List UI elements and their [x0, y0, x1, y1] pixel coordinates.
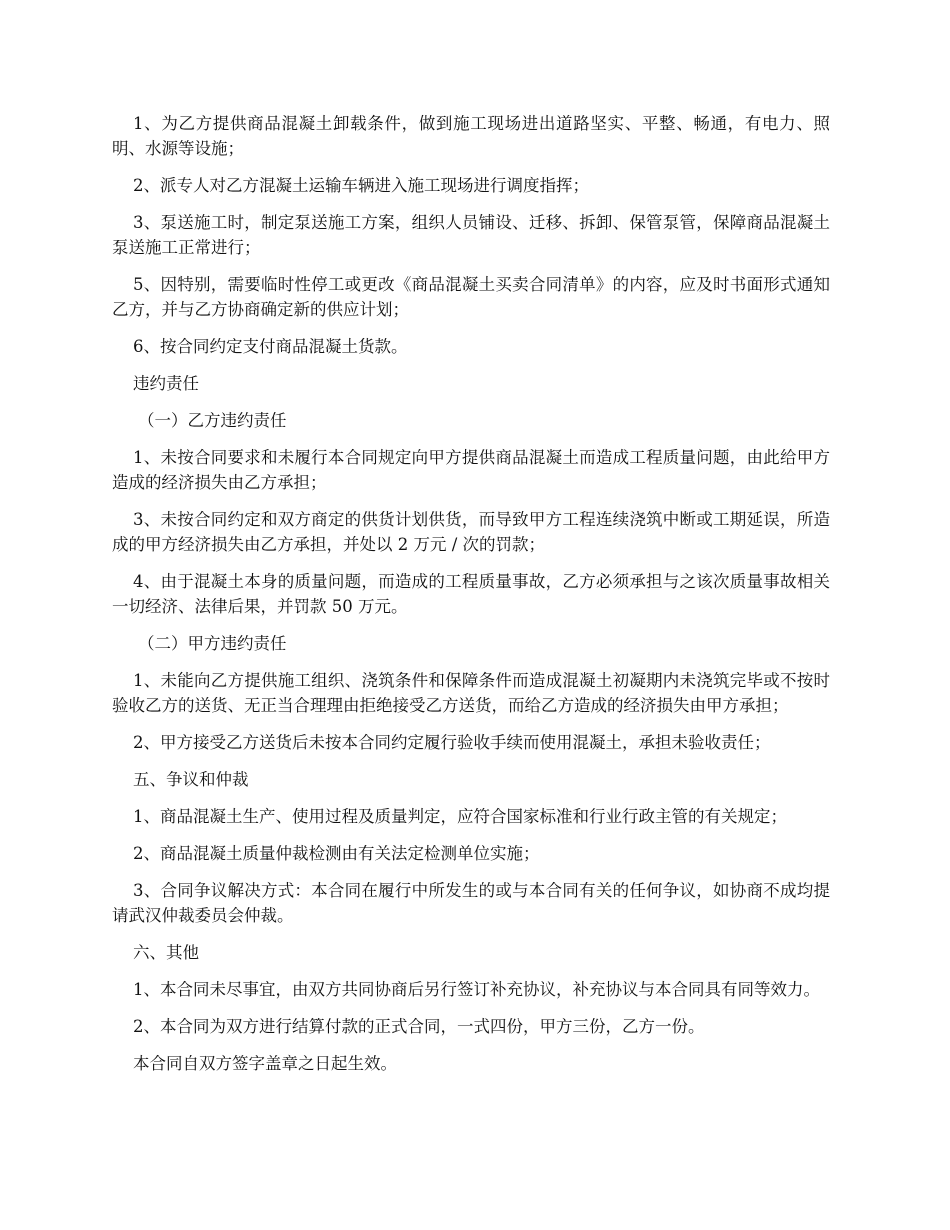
clause-paragraph: 1、本合同未尽事宜，由双方共同协商后另行签订补充协议，补充协议与本合同具有同等效力。	[133, 980, 820, 999]
document-body	[112, 111, 830, 1088]
clause-paragraph: 1、未能向乙方提供施工组织、浇筑条件和保障条件而造成混凝土初凝期内未浇筑完毕或不按时验收乙方的送货、无正当合理理由拒绝接受乙方送货，而给乙方造成的经济损失由甲方承担；	[112, 671, 830, 715]
closing-statement: 本合同自双方签字盖章之日起生效。	[133, 1054, 397, 1073]
clause-paragraph: 2、甲方接受乙方送货后未按本合同约定履行验收手续而使用混凝土，承担未验收责任；	[133, 733, 771, 752]
clause-paragraph: 1、未按合同要求和未履行本合同规定向甲方提供商品混凝土而造成工程质量问题，由此给甲方造成的经济损失由乙方承担；	[112, 448, 830, 492]
section-heading: 六、其他	[133, 943, 199, 962]
clause-paragraph: 6、按合同约定支付商品混凝土货款。	[133, 337, 408, 356]
section-heading: 违约责任	[133, 374, 199, 393]
clause-paragraph: 5、因特别，需要临时性停工或更改《商品混凝土买卖合同清单》的内容，应及时书面形式通知乙方，并与乙方协商确定新的供应计划；	[112, 275, 830, 319]
clause-paragraph: 3、泵送施工时，制定泵送施工方案，组织人员铺设、迁移、拆卸、保管泵管，保障商品混凝土泵送施工正常进行；	[112, 213, 830, 257]
clause-paragraph: 3、合同争议解决方式：本合同在履行中所发生的或与本合同有关的任何争议，如协商不成均提请武汉仲裁委员会仲裁。	[112, 881, 830, 925]
clause-paragraph: 2、本合同为双方进行结算付款的正式合同，一式四份，甲方三份，乙方一份。	[133, 1017, 705, 1036]
section-heading: 五、争议和仲裁	[133, 770, 249, 789]
clause-paragraph: 1、商品混凝土生产、使用过程及质量判定，应符合国家标准和行业行政主管的有关规定；	[133, 807, 787, 826]
subsection-heading: （一）乙方违约责任	[138, 411, 287, 430]
subsection-heading: （二）甲方违约责任	[138, 634, 287, 653]
clause-paragraph: 1、为乙方提供商品混凝土卸载条件，做到施工现场进出道路坚实、平整、畅通，有电力、照明、水源等设施；	[112, 114, 830, 158]
clause-paragraph: 2、派专人对乙方混凝土运输车辆进入施工现场进行调度指挥；	[133, 176, 589, 195]
clause-paragraph: 2、商品混凝土质量仲裁检测由有关法定检测单位实施；	[133, 844, 540, 863]
clause-paragraph: 4、由于混凝土本身的质量问题，而造成的工程质量事故，乙方必须承担与之该次质量事故相关一切经济、法律后果，并罚款 50 万元。	[112, 572, 830, 616]
clause-paragraph: 3、未按合同约定和双方商定的供货计划供货，而导致甲方工程连续浇筑中断或工期延误，所造成的甲方经济损失由乙方承担，并处以 2 万元 / 次的罚款；	[112, 510, 830, 554]
